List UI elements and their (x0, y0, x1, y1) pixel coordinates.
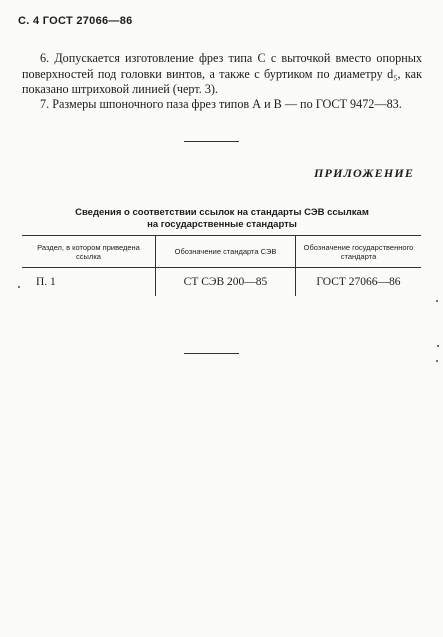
paragraph-6: 6. Допускается изготовление фрез типа С с выточкой вместо опорных поверхностей под головки винтов, а также с буртиком по диаметру d₅, как показано штриховой линией (черт. 3). (22, 51, 422, 96)
appendix-label: ПРИЛОЖЕНИЕ (314, 166, 415, 180)
header-section: Раздел, в котором приведена ссылка (22, 236, 156, 268)
table-title-line-1: Сведения о соответствии ссылок на стандарты СЭВ ссылкам (75, 207, 369, 218)
reference-table (22, 235, 421, 296)
paragraph-7: 7. Размеры шпоночного паза фрез типов А и В — по ГОСТ 9472—83. (40, 97, 402, 111)
table-row (22, 268, 421, 297)
scan-speck (436, 300, 438, 302)
table-header-row (22, 236, 421, 268)
scan-speck (437, 345, 439, 347)
table-title-line-2: на государственные стандарты (147, 219, 297, 230)
cell-state-standard: ГОСТ 27066—86 (296, 268, 422, 297)
header-cmea-standard: Обозначение стандарта СЭВ (156, 236, 296, 268)
scan-speck (18, 286, 20, 288)
scan-speck (436, 360, 438, 362)
page-header: С. 4 ГОСТ 27066—86 (18, 15, 133, 27)
header-state-standard: Обозначение государственного стандарта (296, 236, 422, 268)
separator-rule (184, 141, 239, 142)
cell-cmea-standard: СТ СЭВ 200—85 (156, 268, 296, 297)
cell-section: П. 1 (36, 276, 56, 288)
separator-rule (184, 353, 239, 354)
table-title (22, 207, 422, 231)
